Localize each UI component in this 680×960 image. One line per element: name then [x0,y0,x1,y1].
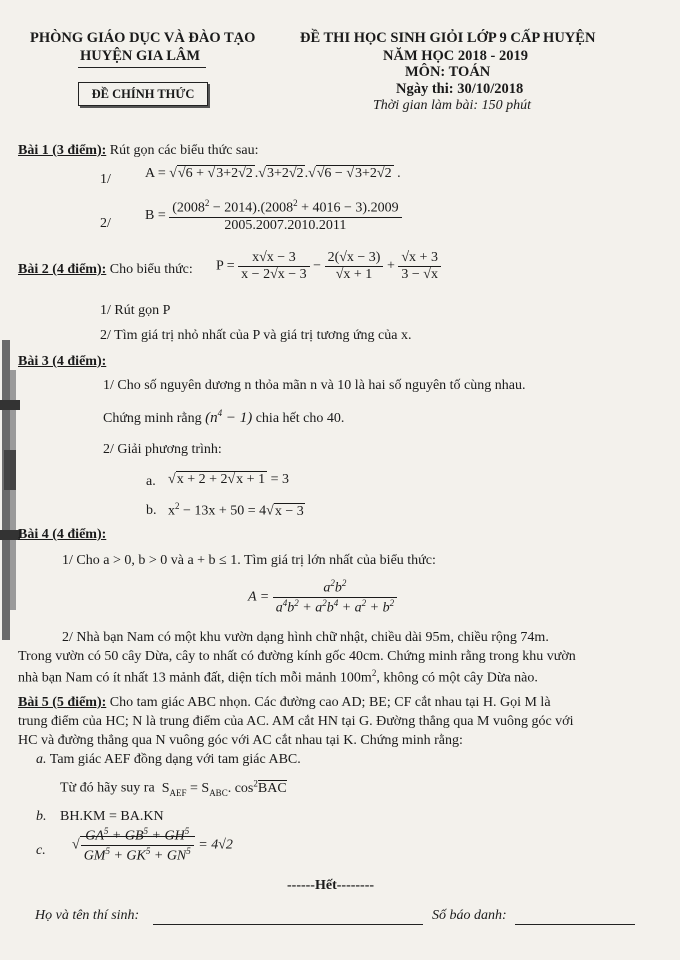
bai5-c-label: c. [36,843,46,858]
end-marker: ------Hết-------- [287,878,375,893]
bai3-q1-tail: chia hết cho 40. [255,411,345,426]
bai3-q2: 2/ Giải phương trình: [103,442,222,457]
bai5-formula-c: √ $\frac{GA^5 + GB^5 + GH^5}{GM^5 + GK^5 + GN^5}$ = 4√2 [72,826,233,864]
bai3-q1: 1/ Cho số nguyên dương n thỏa mãn n và 10 là hai số nguyên tố cùng nhau. [103,378,526,393]
bai2-formula-p: P = $\frac{x√x - 3}{x - 2√x - 3}$ − $\frac{2(√x - 3)}{√x + 1}$ + $\frac{√x + 3}{3 - √x}$ [216,250,441,283]
bai4-heading: Bài 4 (4 điểm): [18,527,107,542]
bai3-b-label: b. [146,503,157,518]
bai1-b-denominator: 2005.2007.2010.2011 [224,217,347,233]
bai3-q1-line2: Chứng minh rằng $(n^4 - 1)$ chia hết cho 40. [103,408,345,426]
candidate-id-label: Số báo danh: [432,908,507,923]
bai2-q2: 2/ Tìm giá trị nhỏ nhất của P và giá trị tương ứng của x. [100,328,412,343]
bai1-q2-label: 2/ [100,216,111,231]
bai5-line1: Cho tam giác ABC nhọn. Các đường cao AD; BE; CF cắt nhau tại H. Gọi M là [109,695,551,710]
bai4-q2-line2: Trong vườn có 50 cây Dừa, cây to nhất có đường kính gốc 40cm. Chứng minh rằng trong khu vườn [18,649,576,664]
exam-date: Ngày thi: 30/10/2018 [396,81,524,97]
bai5-line3: HC và đường thẳng qua N vuông góc với AC cắt nhau tại K. Chứng minh rằng: [18,733,463,748]
bai2-heading: Bài 2 (4 điểm): [18,262,107,277]
exam-title: ĐỀ THI HỌC SINH GIỎI LỚP 9 CẤP HUYỆN [300,30,596,46]
bai5-part-a-derive: Từ đó hãy suy ra $S_{AEF} = S_{ABC}$. $\cos^2BAC$ [60,778,287,798]
bai1-title [18,143,258,159]
bai5-part-b: b. BH.KM = BA.KN [36,809,164,824]
bai3-prove-label: Chứng minh rằng [103,411,202,426]
bai1-formula-b: B = $\frac{(2008^2 - 2014).(2008^2 + 4016 - 3).2009}{2005.2007.2010.2011}$ [145,198,402,234]
bai5-heading: Bài 5 (5 điểm): [18,695,107,710]
bai2-title [18,262,193,278]
bai4-q2-line3: nhà bạn Nam có ít nhất 13 mảnh đất, diện tích mỗi mảnh $100m^2$, không có một cây Dừa nào. [18,668,538,686]
candidate-name-label: Họ và tên thí sinh: [35,908,140,923]
bai1-heading: Bài 1 (3 điểm): [18,143,107,158]
school-year: NĂM HỌC 2018 - 2019 [383,48,528,64]
bai3-equation-b: $x^2 - 13x + 50 = 4√x - 3$ [168,501,304,519]
bai1-q1-label: 1/ [100,172,111,187]
bai1-formula-a: A = √√6 + √3+2√2 .√3+2√2.√√6 − √3+2√2 . [145,166,401,181]
bai2-intro: Cho biểu thức: [109,262,193,277]
candidate-name-line[interactable] [153,924,423,925]
subject: MÔN: TOÁN [405,64,491,80]
bai3-heading: Bài 3 (4 điểm): [18,354,107,369]
official-exam-box: ĐỀ CHÍNH THỨC [78,82,208,106]
bai5-title [18,695,551,711]
bai1-intro: Rút gọn các biểu thức sau: [109,143,259,158]
bai2-q1: 1/ Rút gọn P [100,303,171,318]
org-line-2: HUYỆN GIA LÂM [80,48,201,64]
bai4-formula-a: A = $\frac{a^2b^2}{a^4b^2 + a^2b^4 + a^2 + b^2}$ [248,578,397,616]
duration: Thời gian làm bài: 150 phút [373,98,531,113]
org-line-1: PHÒNG GIÁO DỤC VÀ ĐÀO TẠO [30,30,256,46]
bai3-a-label: a. [146,474,156,489]
org-underline [78,67,206,68]
binder-clip-decoration [0,340,22,640]
bai3-equation-a: √x + 2 + 2√x + 1 = 3 [168,472,289,487]
bai5-line2: trung điểm của HC; N là trung điểm của AC. AM cắt HN tại G. Đường thẳng qua M vuông góc với [18,714,574,729]
bai4-q1: 1/ Cho a > 0, b > 0 và a + b ≤ 1. Tìm giá trị lớn nhất của biểu thức: [62,553,436,568]
candidate-id-line[interactable] [515,924,635,925]
bai5-part-a: a. Tam giác AEF đồng dạng với tam giác ABC. [36,752,301,767]
bai4-q2-line1: 2/ Nhà bạn Nam có một khu vườn dạng hình chữ nhật, chiều dài 95m, chiều rộng 74m. [62,630,549,645]
bai1-fraction-b: $\frac{(2008^2 - 2014).(2008^2 + 4016 - 3).2009}{2005.2007.2010.2011}$ [169,198,401,234]
